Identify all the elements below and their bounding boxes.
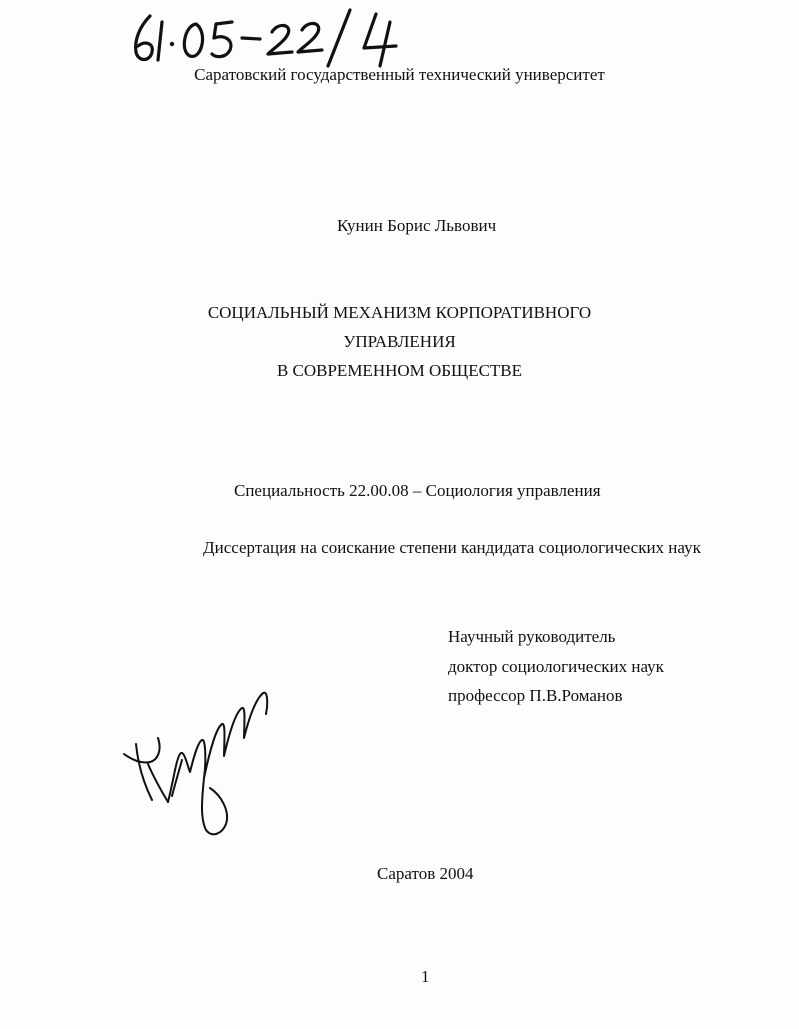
supervisor-label: Научный руководитель	[448, 627, 616, 646]
title-line-1: СОЦИАЛЬНЫЙ МЕХАНИЗМ КОРПОРАТИВНОГО	[207, 303, 592, 322]
university-name: Саратовский государственный технический университет	[194, 65, 605, 84]
specialty: Специальность 22.00.08 – Социология управления	[234, 481, 601, 500]
city-year: Саратов 2004	[377, 864, 474, 883]
page-number: 1	[421, 967, 430, 986]
author-name: Кунин Борис Львович	[337, 216, 497, 235]
title-line-2: УПРАВЛЕНИЯ	[343, 332, 456, 351]
supervisor-name: профессор П.В.Романов	[448, 686, 623, 705]
dissertation-degree: Диссертация на соискание степени кандидата социологических наук	[203, 538, 701, 557]
author-signature	[118, 668, 278, 840]
title-line-3: В СОВРЕМЕННОМ ОБЩЕСТВЕ	[276, 361, 523, 380]
handwritten-archive-code	[128, 8, 448, 70]
supervisor-degree: доктор социологических наук	[448, 657, 664, 676]
